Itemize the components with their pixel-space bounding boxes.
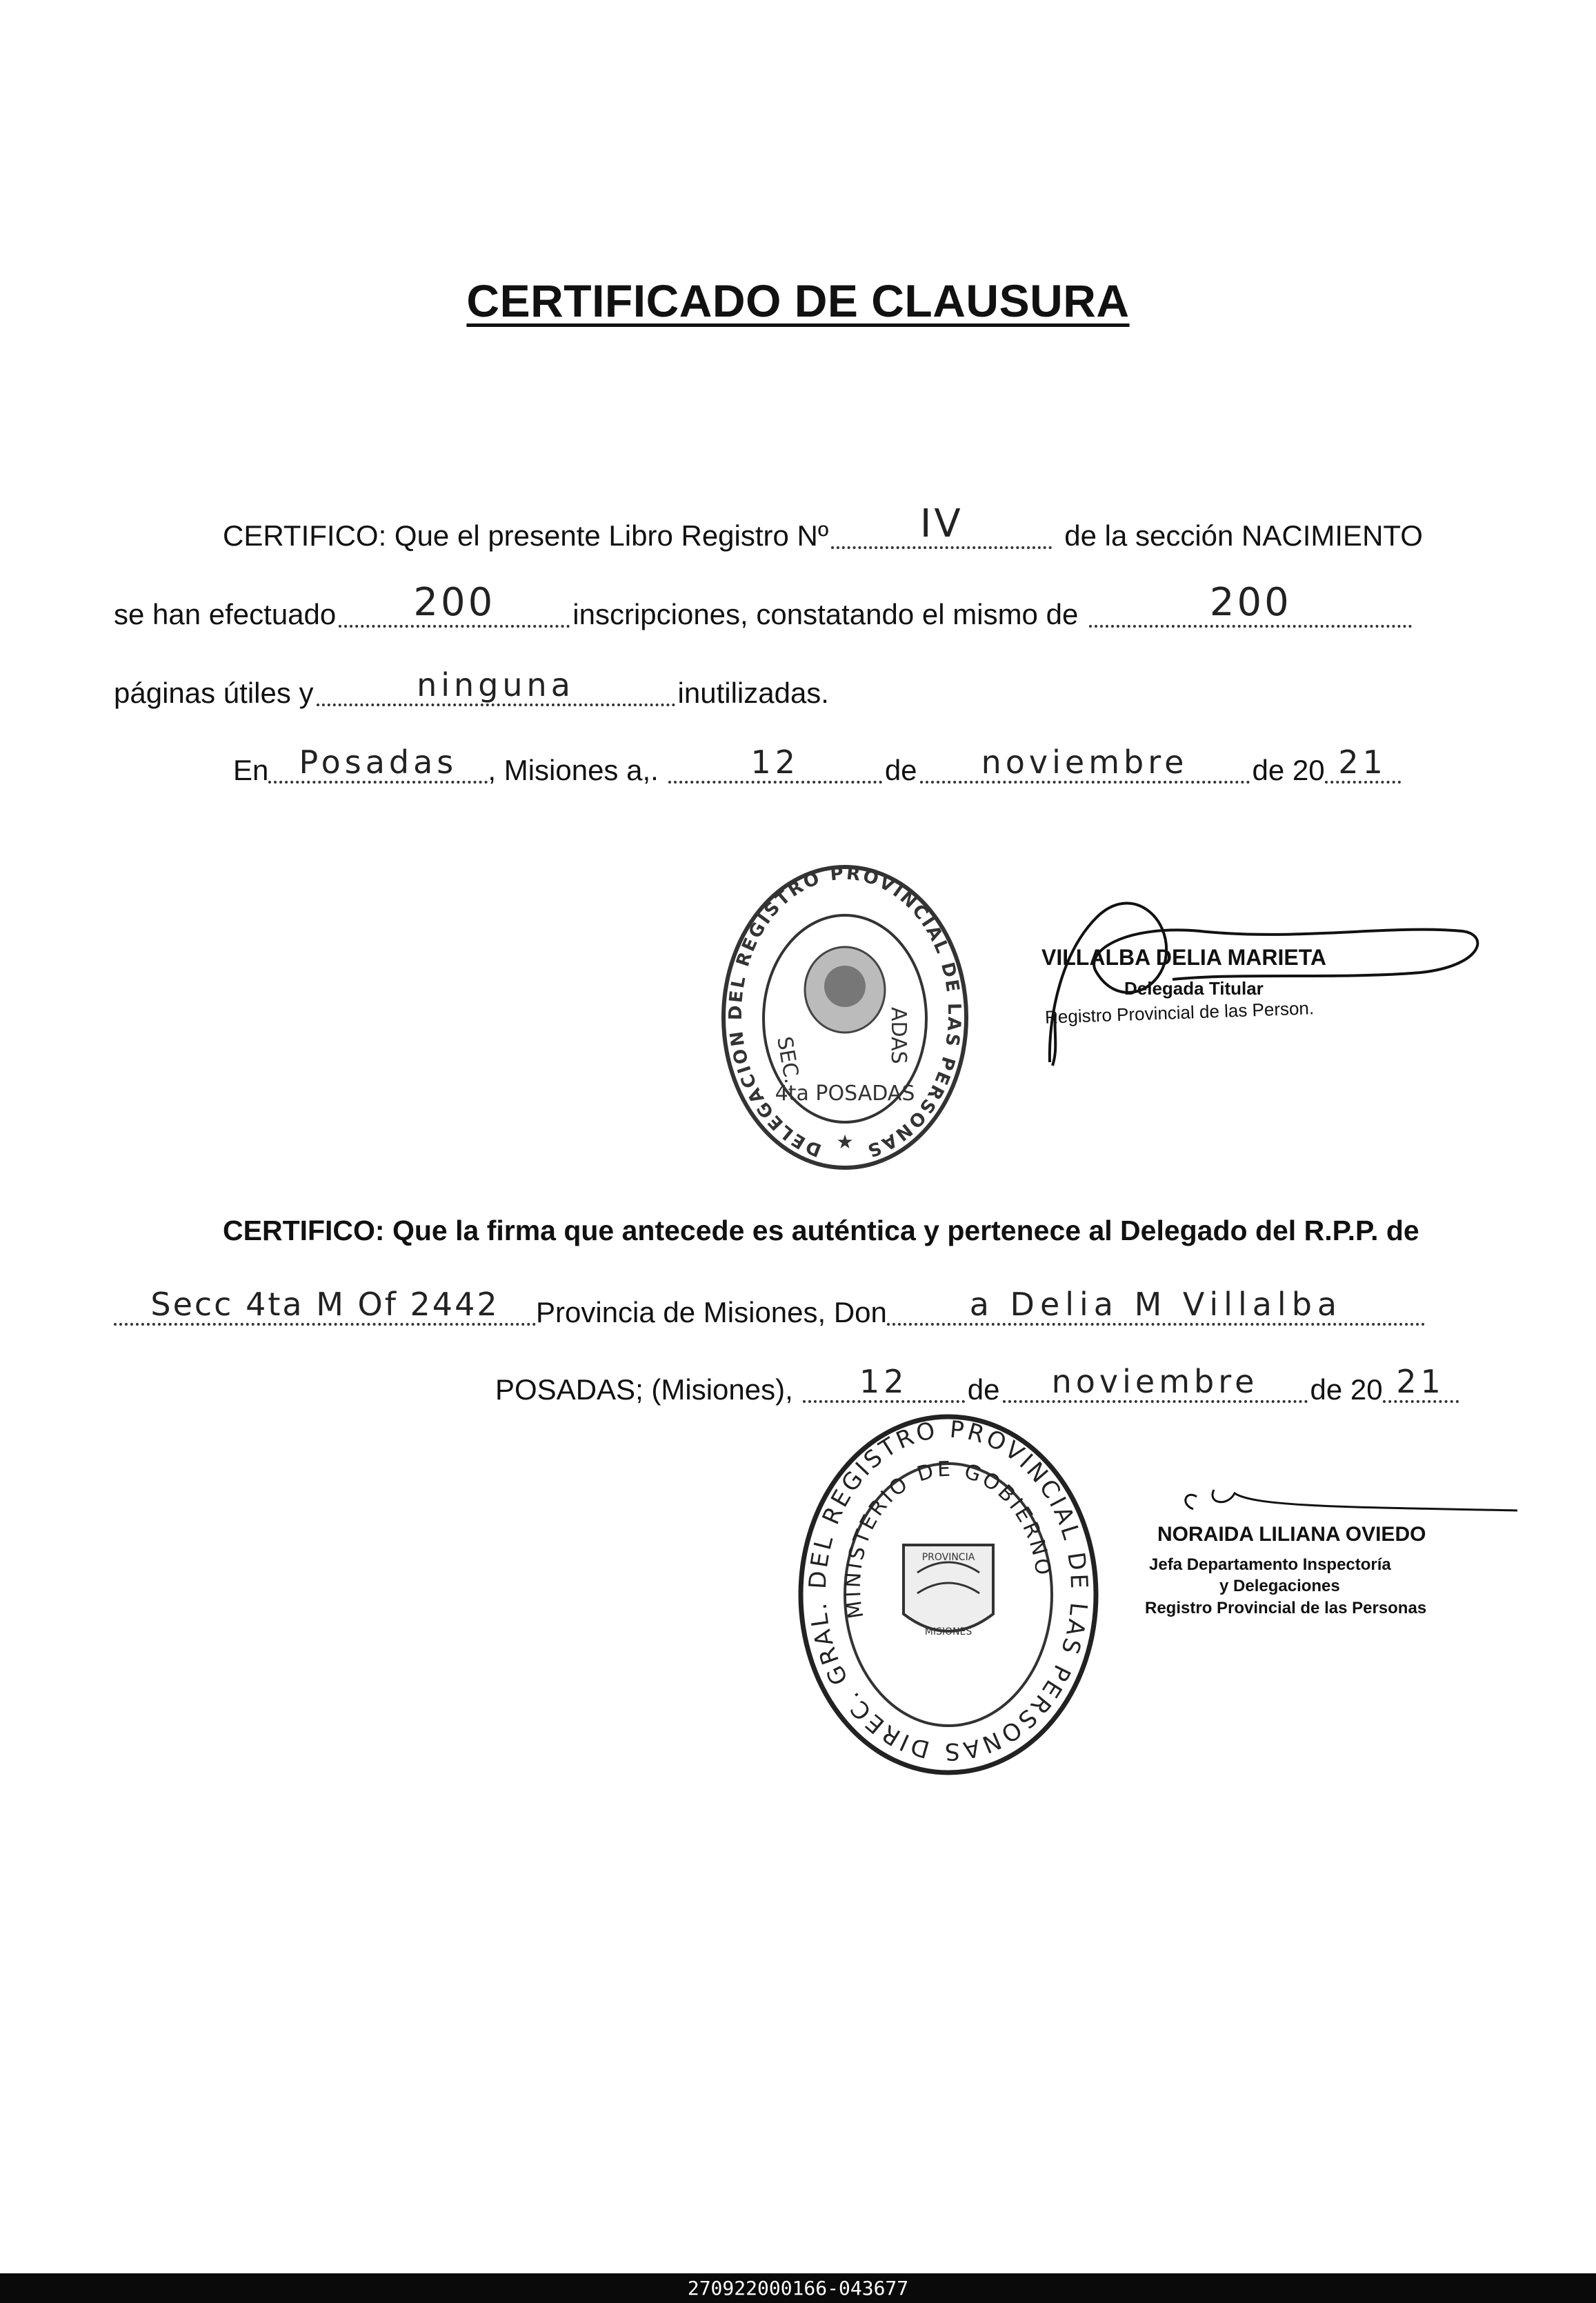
oval-stamp-icon [714,859,976,1176]
handwritten-city: Posadas [299,744,458,781]
stamp1-ring-text: DELEGACION DEL REGISTRO PROVINCIAL DE LAS PERSONAS [725,863,965,1162]
stamp1-inner-left: SEC. [772,1035,804,1086]
stamp2-inner-ring: MINISTERIO DE GOBIERNO [841,1457,1055,1621]
p2-text: POSADAS; (Misiones), [495,1373,793,1406]
stamp2-ring-text: DIREC. GRAL. DEL REGISTRO PROVINCIAL DE LAS PERSONAS [804,1415,1093,1766]
signer2-org: Registro Provincial de las Personas [1145,1599,1427,1617]
city-field [268,744,488,784]
signer1-org: Registro Provincial de las Person. [1044,997,1315,1028]
section-field [114,1286,536,1326]
p2-line1 [223,1217,1419,1245]
signer1-role: Delegada Titular [1124,978,1264,999]
delegation-stamp [714,859,976,1176]
p2-text: CERTIFICO: Que la firma que antecede es auténtica y pertenece al Delegado del R.P.P. de [223,1215,1419,1246]
year-field [1325,744,1401,784]
p1-line2 [114,580,1415,630]
p1-text: de la sección NACIMIENTO [1064,519,1423,552]
handwritten-month2: noviembre [1051,1363,1259,1400]
svg-text:★: ★ [836,1130,854,1153]
direction-stamp [793,1414,1104,1779]
p1-text: páginas útiles y [114,677,314,709]
handwritten-month: noviembre [981,744,1188,781]
signature-block-2 [1145,1476,1531,1628]
day-field [668,744,882,784]
month-field [920,744,1250,784]
handwritten-section: Secc 4ta M Of 2442 [150,1286,499,1323]
handwritten-delegate-name: a Delia M Villalba [969,1286,1343,1323]
signer1-name: VILLALBA DELIA MARIETA [1041,945,1326,970]
p1-text: inscripciones, constatando el mismo de [572,598,1079,630]
signer2-role2: y Delegaciones [1219,1577,1340,1595]
p2-line3 [495,1363,1462,1406]
p1-text: inutilizadas. [677,677,829,709]
handwritten-paginas: 200 [1209,580,1292,625]
p1-text: de 20 [1252,754,1325,786]
p1-text: En [233,754,269,786]
month2-field [1003,1363,1308,1403]
handwritten-year: 21 [1338,744,1387,781]
signer2-name: NORAIDA LILIANA OVIEDO [1157,1523,1426,1546]
p1-text: CERTIFICO: Que el presente Libro Registro Nº [223,519,829,552]
inutilizadas-field [317,666,675,706]
signer2-role: Jefa Departamento Inspectoría [1149,1555,1391,1574]
p2-text: de 20 [1310,1373,1383,1406]
handwritten-libro-number: IV [919,501,964,546]
libro-number-field [831,501,1052,549]
p2-text: Provincia de Misiones, Don [536,1296,887,1328]
year2-field [1383,1363,1459,1403]
p1-text: , Misiones a,. [488,754,659,786]
handwritten-year2: 21 [1396,1363,1445,1400]
day2-field [803,1363,965,1403]
handwritten-day2: 12 [859,1363,908,1400]
footer-code: 270922000166-043677 [687,2277,909,2300]
handwritten-inscripciones: 200 [413,580,496,625]
p1-line1 [223,501,1423,552]
signature-block-1 [1035,876,1490,1083]
delegate-name-field [887,1286,1425,1326]
stamp1-bottom: 4ta POSADAS [775,1081,915,1106]
p1-line3 [114,666,829,709]
handwritten-day: 12 [750,744,800,781]
p1-line4 [233,744,1404,786]
stamp2-emblem-top: PROVINCIA [921,1552,975,1563]
paginas-field [1089,580,1412,628]
p1-text: se han efectuado [114,598,337,630]
oval-stamp-icon [793,1414,1104,1779]
stamp1-inner-right: ADAS [886,1007,910,1064]
stamp2-emblem-bottom: MISIONES [924,1626,972,1637]
p1-text: de [884,754,917,786]
p2-text: de [967,1373,1000,1406]
document-id-footer [0,2273,1596,2303]
handwritten-inutilizadas: ninguna [417,666,575,704]
inscripciones-field [339,580,570,628]
document-title: CERTIFICADO DE CLAUSURA [466,275,1130,326]
p2-line2 [114,1286,1428,1328]
